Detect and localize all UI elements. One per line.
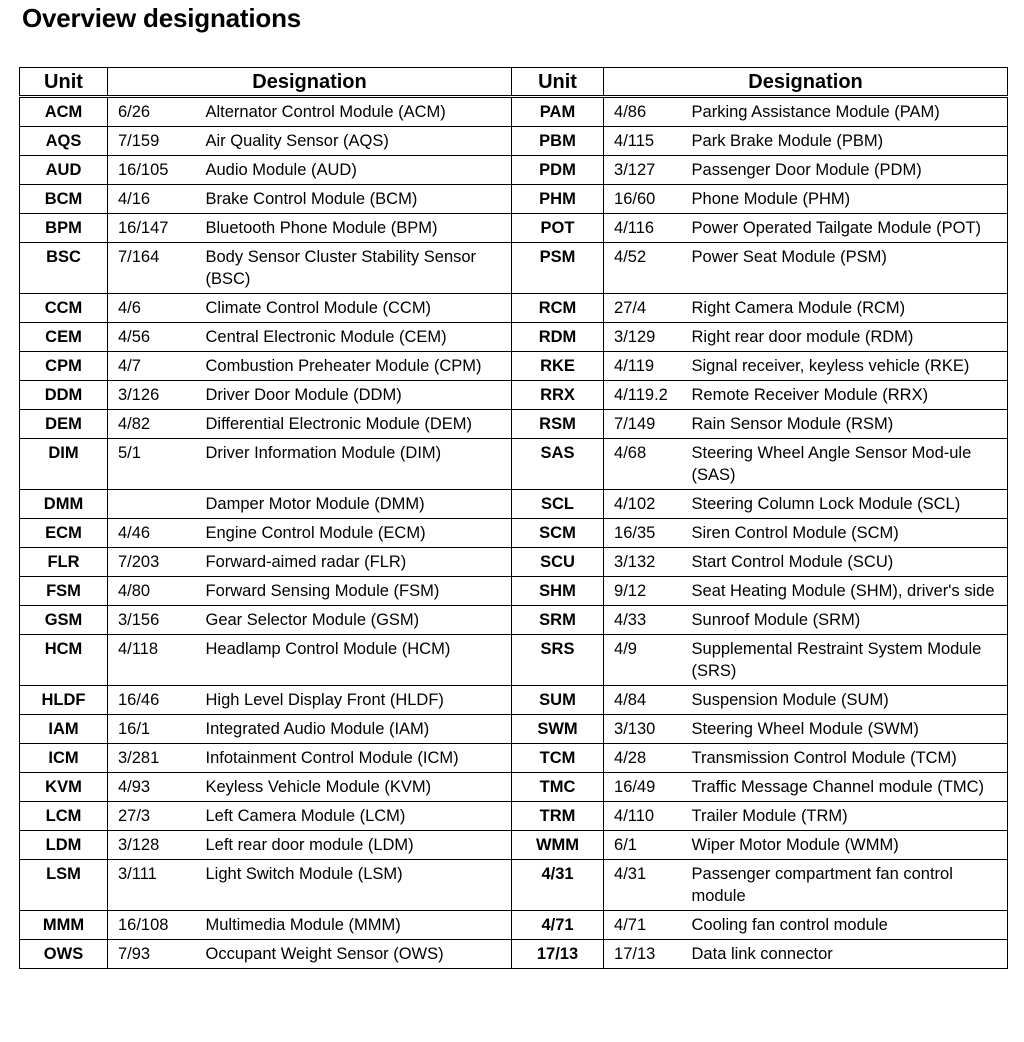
module-designation: Steering Column Lock Module (SCL) (690, 490, 1008, 519)
part-number: 7/159 (108, 127, 204, 156)
unit-code: TCM (512, 744, 604, 773)
module-designation: Climate Control Module (CCM) (204, 294, 512, 323)
unit-code: BSC (20, 243, 108, 294)
table-row (20, 911, 1008, 940)
part-number: 3/126 (108, 381, 204, 410)
unit-code: HCM (20, 635, 108, 686)
table-row (20, 490, 1008, 519)
part-number: 16/147 (108, 214, 204, 243)
module-designation: Suspension Module (SUM) (690, 686, 1008, 715)
part-number: 4/68 (604, 439, 690, 490)
unit-code: SWM (512, 715, 604, 744)
table-row (20, 577, 1008, 606)
part-number: 4/7 (108, 352, 204, 381)
module-designation: Light Switch Module (LSM) (204, 860, 512, 911)
module-designation: High Level Display Front (HLDF) (204, 686, 512, 715)
unit-code: TMC (512, 773, 604, 802)
part-number: 4/119 (604, 352, 690, 381)
module-designation: Headlamp Control Module (HCM) (204, 635, 512, 686)
module-designation: Body Sensor Cluster Stability Sensor (BSC) (204, 243, 512, 294)
unit-code: PAM (512, 97, 604, 127)
part-number: 3/127 (604, 156, 690, 185)
part-number: 6/1 (604, 831, 690, 860)
module-designation: Sunroof Module (SRM) (690, 606, 1008, 635)
header-unit-right: Unit (512, 68, 604, 97)
unit-code: DDM (20, 381, 108, 410)
table-row (20, 127, 1008, 156)
part-number: 3/281 (108, 744, 204, 773)
table-row (20, 214, 1008, 243)
unit-code: SCM (512, 519, 604, 548)
module-designation: Park Brake Module (PBM) (690, 127, 1008, 156)
module-designation: Right rear door module (RDM) (690, 323, 1008, 352)
part-number: 3/132 (604, 548, 690, 577)
part-number: 16/46 (108, 686, 204, 715)
unit-code: RSM (512, 410, 604, 439)
part-number: 4/33 (604, 606, 690, 635)
part-number: 4/82 (108, 410, 204, 439)
part-number: 6/26 (108, 97, 204, 127)
unit-code: GSM (20, 606, 108, 635)
unit-code: RRX (512, 381, 604, 410)
unit-code: DEM (20, 410, 108, 439)
module-designation: Right Camera Module (RCM) (690, 294, 1008, 323)
unit-code: FLR (20, 548, 108, 577)
module-designation: Forward-aimed radar (FLR) (204, 548, 512, 577)
module-designation: Power Operated Tailgate Module (POT) (690, 214, 1008, 243)
table-body (20, 97, 1008, 969)
part-number: 9/12 (604, 577, 690, 606)
table-row (20, 352, 1008, 381)
table-header-row (20, 68, 1008, 97)
module-designation: Brake Control Module (BCM) (204, 185, 512, 214)
unit-code: CCM (20, 294, 108, 323)
module-designation: Engine Control Module (ECM) (204, 519, 512, 548)
unit-code: LDM (20, 831, 108, 860)
part-number: 4/86 (604, 97, 690, 127)
unit-code: HLDF (20, 686, 108, 715)
part-number: 4/84 (604, 686, 690, 715)
part-number: 7/149 (604, 410, 690, 439)
module-designation: Gear Selector Module (GSM) (204, 606, 512, 635)
unit-code: SUM (512, 686, 604, 715)
part-number: 27/3 (108, 802, 204, 831)
unit-code: ACM (20, 97, 108, 127)
part-number: 16/49 (604, 773, 690, 802)
part-number: 4/9 (604, 635, 690, 686)
part-number: 4/16 (108, 185, 204, 214)
table-row (20, 802, 1008, 831)
part-number: 4/110 (604, 802, 690, 831)
module-designation: Transmission Control Module (TCM) (690, 744, 1008, 773)
part-number: 4/28 (604, 744, 690, 773)
unit-code: 4/71 (512, 911, 604, 940)
part-number: 4/115 (604, 127, 690, 156)
unit-code: MMM (20, 911, 108, 940)
part-number: 3/156 (108, 606, 204, 635)
designations-table (19, 67, 1008, 969)
module-designation: Traffic Message Channel module (TMC) (690, 773, 1008, 802)
module-designation: Left rear door module (LDM) (204, 831, 512, 860)
table-row (20, 548, 1008, 577)
unit-code: BCM (20, 185, 108, 214)
part-number: 3/129 (604, 323, 690, 352)
module-designation: Forward Sensing Module (FSM) (204, 577, 512, 606)
module-designation: Start Control Module (SCU) (690, 548, 1008, 577)
module-designation: Steering Wheel Module (SWM) (690, 715, 1008, 744)
table-row (20, 606, 1008, 635)
table-row (20, 97, 1008, 127)
part-number: 4/93 (108, 773, 204, 802)
unit-code: ICM (20, 744, 108, 773)
module-designation: Damper Motor Module (DMM) (204, 490, 512, 519)
part-number: 4/102 (604, 490, 690, 519)
module-designation: Keyless Vehicle Module (KVM) (204, 773, 512, 802)
module-designation: Central Electronic Module (CEM) (204, 323, 512, 352)
table-row (20, 410, 1008, 439)
part-number: 4/71 (604, 911, 690, 940)
part-number: 3/128 (108, 831, 204, 860)
part-number: 16/108 (108, 911, 204, 940)
unit-code: SRM (512, 606, 604, 635)
table-row (20, 940, 1008, 969)
unit-code: RCM (512, 294, 604, 323)
module-designation: Signal receiver, keyless vehicle (RKE) (690, 352, 1008, 381)
module-designation: Differential Electronic Module (DEM) (204, 410, 512, 439)
unit-code: SRS (512, 635, 604, 686)
unit-code: CPM (20, 352, 108, 381)
part-number: 17/13 (604, 940, 690, 969)
unit-code: PHM (512, 185, 604, 214)
module-designation: Passenger Door Module (PDM) (690, 156, 1008, 185)
page-title: Overview designations (22, 3, 302, 33)
unit-code: PBM (512, 127, 604, 156)
unit-code: SCL (512, 490, 604, 519)
unit-code: DIM (20, 439, 108, 490)
unit-code: PDM (512, 156, 604, 185)
part-number: 16/35 (604, 519, 690, 548)
table-row (20, 773, 1008, 802)
unit-code: LSM (20, 860, 108, 911)
part-number: 7/203 (108, 548, 204, 577)
part-number: 4/31 (604, 860, 690, 911)
table-row (20, 156, 1008, 185)
module-designation: Power Seat Module (PSM) (690, 243, 1008, 294)
unit-code: RKE (512, 352, 604, 381)
unit-code: LCM (20, 802, 108, 831)
module-designation: Multimedia Module (MMM) (204, 911, 512, 940)
table-row (20, 686, 1008, 715)
unit-code: 17/13 (512, 940, 604, 969)
module-designation: Phone Module (PHM) (690, 185, 1008, 214)
part-number: 4/119.2 (604, 381, 690, 410)
part-number: 16/1 (108, 715, 204, 744)
table-row (20, 439, 1008, 490)
module-designation: Bluetooth Phone Module (BPM) (204, 214, 512, 243)
unit-code: PSM (512, 243, 604, 294)
module-designation: Trailer Module (TRM) (690, 802, 1008, 831)
module-designation: Integrated Audio Module (IAM) (204, 715, 512, 744)
unit-code: IAM (20, 715, 108, 744)
table-row (20, 744, 1008, 773)
module-designation: Data link connector (690, 940, 1008, 969)
part-number: 4/52 (604, 243, 690, 294)
module-designation: Driver Door Module (DDM) (204, 381, 512, 410)
module-designation: Steering Wheel Angle Sensor Mod-ule (SAS) (690, 439, 1008, 490)
table-row (20, 294, 1008, 323)
module-designation: Driver Information Module (DIM) (204, 439, 512, 490)
part-number (108, 490, 204, 519)
part-number: 7/93 (108, 940, 204, 969)
table-row (20, 519, 1008, 548)
unit-code: KVM (20, 773, 108, 802)
part-number: 4/116 (604, 214, 690, 243)
header-designation-right: Designation (604, 68, 1008, 97)
table-row (20, 381, 1008, 410)
module-designation: Left Camera Module (LCM) (204, 802, 512, 831)
module-designation: Parking Assistance Module (PAM) (690, 97, 1008, 127)
part-number: 3/111 (108, 860, 204, 911)
table-row (20, 243, 1008, 294)
module-designation: Remote Receiver Module (RRX) (690, 381, 1008, 410)
part-number: 16/105 (108, 156, 204, 185)
module-designation: Audio Module (AUD) (204, 156, 512, 185)
table-row (20, 185, 1008, 214)
module-designation: Alternator Control Module (ACM) (204, 97, 512, 127)
module-designation: Occupant Weight Sensor (OWS) (204, 940, 512, 969)
unit-code: DMM (20, 490, 108, 519)
unit-code: SAS (512, 439, 604, 490)
header-designation-left: Designation (108, 68, 512, 97)
unit-code: SHM (512, 577, 604, 606)
module-designation: Combustion Preheater Module (CPM) (204, 352, 512, 381)
part-number: 4/6 (108, 294, 204, 323)
table-row (20, 860, 1008, 911)
unit-code: WMM (512, 831, 604, 860)
part-number: 5/1 (108, 439, 204, 490)
unit-code: 4/31 (512, 860, 604, 911)
unit-code: ECM (20, 519, 108, 548)
part-number: 7/164 (108, 243, 204, 294)
part-number: 4/118 (108, 635, 204, 686)
module-designation: Supplemental Restraint System Module (SRS) (690, 635, 1008, 686)
module-designation: Wiper Motor Module (WMM) (690, 831, 1008, 860)
header-unit-left: Unit (20, 68, 108, 97)
unit-code: CEM (20, 323, 108, 352)
part-number: 4/46 (108, 519, 204, 548)
unit-code: OWS (20, 940, 108, 969)
part-number: 16/60 (604, 185, 690, 214)
unit-code: SCU (512, 548, 604, 577)
unit-code: BPM (20, 214, 108, 243)
table-row (20, 715, 1008, 744)
unit-code: FSM (20, 577, 108, 606)
unit-code: RDM (512, 323, 604, 352)
module-designation: Infotainment Control Module (ICM) (204, 744, 512, 773)
part-number: 27/4 (604, 294, 690, 323)
unit-code: AQS (20, 127, 108, 156)
unit-code: POT (512, 214, 604, 243)
module-designation: Rain Sensor Module (RSM) (690, 410, 1008, 439)
table-row (20, 635, 1008, 686)
table-row (20, 323, 1008, 352)
module-designation: Passenger compartment fan control module (690, 860, 1008, 911)
table-row (20, 831, 1008, 860)
part-number: 3/130 (604, 715, 690, 744)
unit-code: AUD (20, 156, 108, 185)
module-designation: Cooling fan control module (690, 911, 1008, 940)
module-designation: Air Quality Sensor (AQS) (204, 127, 512, 156)
module-designation: Seat Heating Module (SHM), driver's side (690, 577, 1008, 606)
module-designation: Siren Control Module (SCM) (690, 519, 1008, 548)
part-number: 4/56 (108, 323, 204, 352)
unit-code: TRM (512, 802, 604, 831)
part-number: 4/80 (108, 577, 204, 606)
